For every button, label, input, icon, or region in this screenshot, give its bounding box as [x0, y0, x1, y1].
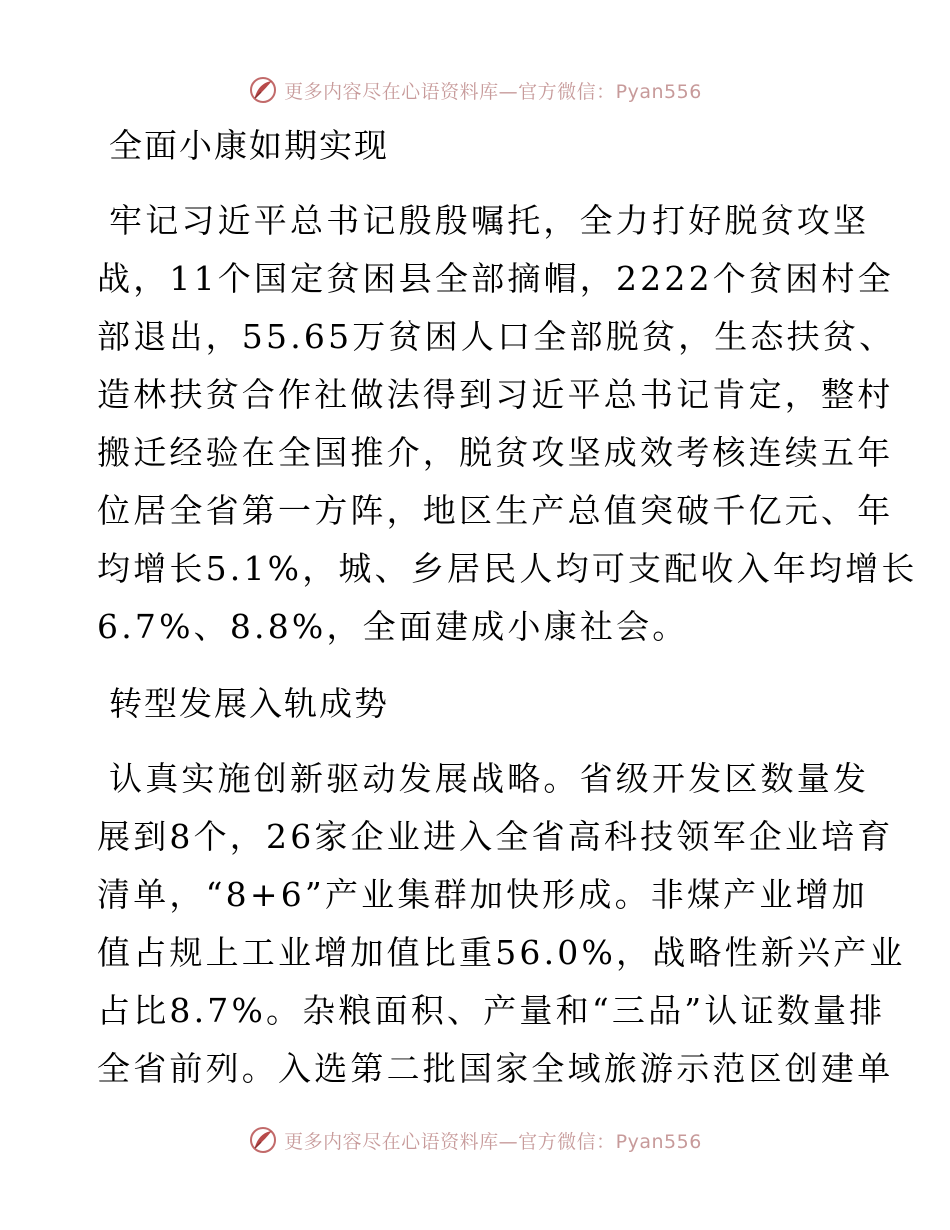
- document-body: [97, 118, 918, 1098]
- section-heading-poverty: 全面小康如期实现: [109, 126, 389, 165]
- paragraph-line: 部退出，55.65万贫困人口全部脱贫，生态扶贫、: [97, 317, 896, 356]
- paragraph-line: 值占规上工业增加值比重56.0%，战略性新兴产业: [97, 933, 906, 972]
- paragraph-line: 清单，“8+6”产业集群加快形成。非煤产业增加: [97, 875, 868, 914]
- paragraph-line: 均增长5.1%，城、乡居民人均可支配收入年均增长: [97, 549, 918, 588]
- section-paragraph-poverty: [97, 192, 918, 656]
- paragraph-line: 认真实施创新驱动发展战略。省级开发区数量发: [109, 759, 870, 798]
- paragraph-line: 全省前列。入选第二批国家全域旅游示范区创建单: [97, 1049, 894, 1088]
- paragraph-line: 占比8.7%。杂粮面积、产量和“三品”认证数量排: [97, 991, 886, 1030]
- paragraph-line: 造林扶贫合作社做法得到习近平总书记肯定，整村: [97, 375, 894, 414]
- footer-watermark: [0, 1120, 950, 1160]
- paragraph-line: 战，11个国定贫困县全部摘帽，2222个贫困村全: [97, 259, 894, 298]
- paragraph-line: 牢记习近平总书记殷殷嘱托，全力打好脱贫攻坚: [109, 201, 870, 240]
- feather-pen-logo-icon: [248, 1125, 278, 1155]
- section-paragraph-transformation: [97, 750, 906, 1098]
- feather-pen-logo-icon: [248, 75, 278, 105]
- paragraph-line: 位居全省第一方阵，地区生产总值突破千亿元、年: [97, 491, 894, 530]
- header-watermark: [0, 70, 950, 110]
- paragraph-line: 6.7%、8.8%，全面建成小康社会。: [97, 607, 689, 646]
- paragraph-line: 搬迁经验在全国推介，脱贫攻坚成效考核连续五年: [97, 433, 894, 472]
- watermark-text: 更多内容尽在心语资料库—官方微信：Pyan556: [284, 80, 702, 103]
- watermark-text: 更多内容尽在心语资料库—官方微信：Pyan556: [284, 1130, 702, 1153]
- section-heading-transformation: 转型发展入轨成势: [109, 684, 389, 723]
- paragraph-line: 展到8个，26家企业进入全省高科技领军企业培育: [97, 817, 894, 856]
